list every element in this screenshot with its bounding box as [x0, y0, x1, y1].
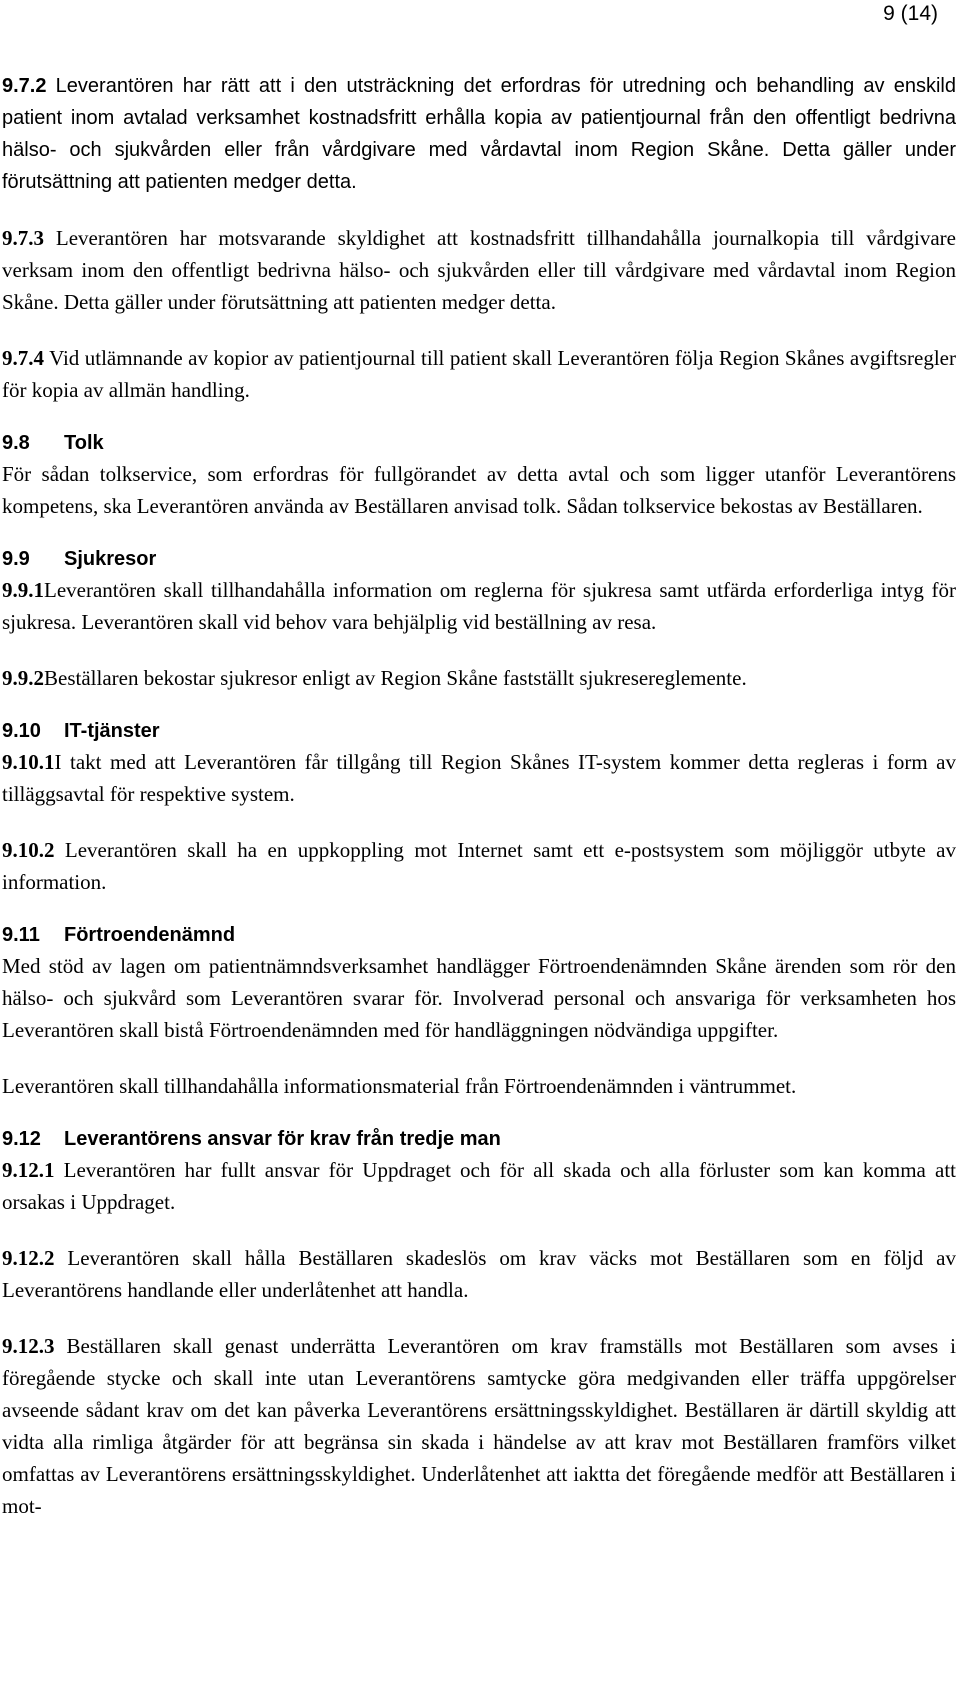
paragraph-text: Leverantören skall ha en uppkoppling mot Internet samt ett e-postsystem som möjliggör utbyte av information.: [2, 838, 956, 894]
paragraph-text: Beställaren bekostar sjukresor enligt av Region Skåne fastställt sjukresereglemente.: [44, 666, 747, 690]
paragraph: [2, 662, 956, 694]
section-title: Förtroendenämnd: [64, 924, 236, 946]
page-number: 9 (14): [883, 2, 938, 25]
paragraph: [2, 342, 956, 406]
paragraph-text: Vid utlämnande av kopior av patientjournal till patient skall Leverantören följa Region Skånes avgiftsregler för kopia av allmän handling.: [2, 346, 956, 402]
clause-number: 9.7.3: [2, 226, 44, 250]
section-heading: [2, 430, 956, 456]
section-number: 9.8: [2, 432, 30, 454]
clause-number: 9.9.2: [2, 666, 44, 690]
paragraph-text: I takt med att Leverantören får tillgång till Region Skånes IT-system kommer detta regleras i form av tilläggsavtal för respektive system.: [2, 750, 956, 806]
document-body: [2, 70, 956, 1546]
clause-number: 9.12.2: [2, 1246, 55, 1270]
paragraph-text: Leverantören har rätt att i den utsträckning det erfordras för utredning och behandling av enskild patient inom avtalad verksamhet kostnadsfritt erhålla kopia av patientjournal från den offentligt bedrivna hälso- och sjukvården eller från vårdgivare med vårdavtal inom Region Skåne. Detta gäller under förutsättning att patienten medger detta.: [2, 75, 956, 193]
clause-number: 9.7.2: [2, 75, 47, 97]
section-title: Leverantörens ansvar för krav från tredje man: [64, 1128, 501, 1150]
clause-number: 9.7.4: [2, 346, 44, 370]
paragraph-text: Med stöd av lagen om patientnämndsverksamhet handlägger Förtroendenämnden Skåne ärenden som rör den hälso- och sjukvård som Leverantören svarar för. Involverad personal och ansvariga för verksamheten hos Leverantören skall bistå Förtroendenämnden med för handläggningen nödvändiga uppgifter.: [2, 954, 956, 1042]
section-heading: [2, 546, 956, 572]
section-number: 9.10: [2, 720, 41, 742]
paragraph: [2, 70, 956, 198]
clause-number: 9.10.1: [2, 750, 55, 774]
paragraph-text: Beställaren skall genast underrätta Leverantören om krav framställs mot Beställaren som avses i föregående stycke och skall inte utan Leverantörens samtycke göra medgivanden eller träffa uppgörelser avseende sådant krav om det kan påverka Leverantörens ersättningsskyldighet. Beställaren är därtill skyldig att vidta alla rimliga åtgärder för att begränsa sin skada i händelse av att krav mot Beställaren framförs vilket omfattas av Leverantörens ersättningsskyldighet. Underlåtenhet att iaktta det föregående medför att Beställaren i mot-: [2, 1334, 956, 1518]
section-title: Sjukresor: [64, 548, 157, 570]
section-title: Tolk: [64, 432, 104, 454]
section-number: 9.11: [2, 924, 40, 946]
clause-number: 9.12.1: [2, 1158, 55, 1182]
paragraph: [2, 1242, 956, 1306]
paragraph: [2, 1070, 956, 1102]
paragraph: [2, 1330, 956, 1522]
paragraph-text: För sådan tolkservice, som erfordras för fullgörandet av detta avtal och som ligger utanför Leverantörens kompetens, ska Leverantören använda av Beställaren anvisad tolk. Sådan tolkservice bekostas av Beställaren.: [2, 462, 956, 518]
section-title: IT-tjänster: [64, 720, 160, 742]
paragraph: [2, 746, 956, 810]
paragraph: [2, 1154, 956, 1218]
section-number: 9.9: [2, 548, 30, 570]
section-heading: [2, 1126, 956, 1152]
paragraph-text: Leverantören skall tillhandahålla information om reglerna för sjukresa samt utfärda erforderliga intyg för sjukresa. Leverantören skall vid behov vara behjälplig vid beställning av resa.: [2, 578, 956, 634]
paragraph-text: Leverantören skall tillhandahålla informationsmaterial från Förtroendenämnden i väntrummet.: [2, 1074, 797, 1098]
paragraph: [2, 950, 956, 1046]
section-heading: [2, 922, 956, 948]
section-number: 9.12: [2, 1128, 41, 1150]
paragraph-text: Leverantören har fullt ansvar för Uppdraget och för all skada och alla förluster som kan komma att orsakas i Uppdraget.: [2, 1158, 956, 1214]
clause-number: 9.12.3: [2, 1334, 55, 1358]
paragraph: [2, 458, 956, 522]
section-heading: [2, 718, 956, 744]
clause-number: 9.9.1: [2, 578, 44, 602]
clause-number: 9.10.2: [2, 838, 55, 862]
paragraph-text: Leverantören skall hålla Beställaren skadeslös om krav väcks mot Beställaren som en följd av Leverantörens handlande eller underlåtenhet att handla.: [2, 1246, 956, 1302]
paragraph-text: Leverantören har motsvarande skyldighet att kostnadsfritt tillhandahålla journalkopia till vårdgivare verksam inom den offentligt bedrivna hälso- och sjukvården eller till vårdgivare med vårdavtal inom Region Skåne. Detta gäller under förutsättning att patienten medger detta.: [2, 226, 956, 314]
paragraph: [2, 574, 956, 638]
paragraph: [2, 834, 956, 898]
paragraph: [2, 222, 956, 318]
